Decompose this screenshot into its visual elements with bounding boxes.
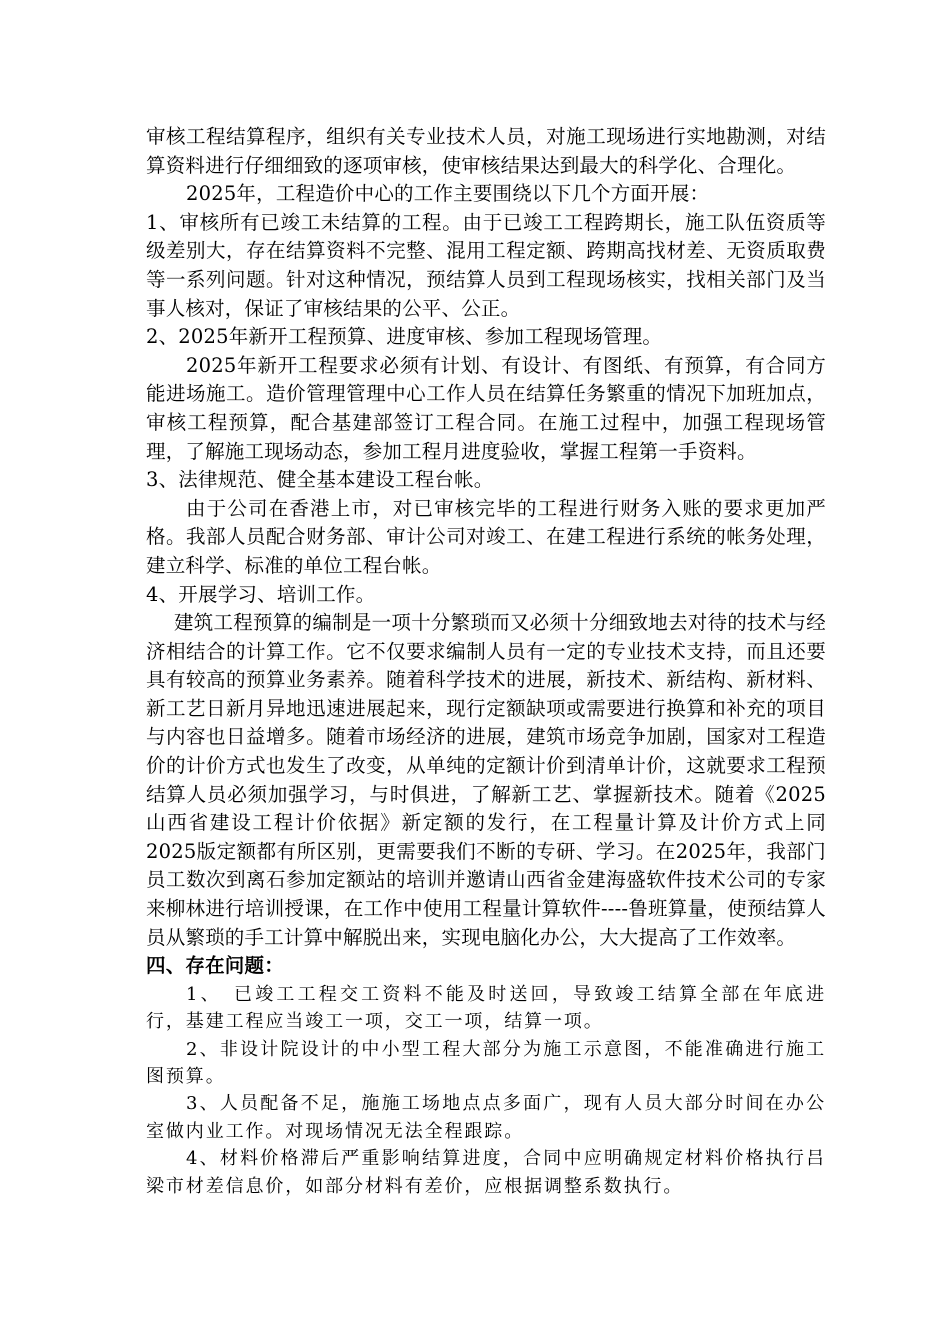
paragraph-item-2-title: 2、2025年新开工程预算、进度审核、参加工程现场管理。: [146, 325, 663, 349]
paragraph-item-3-body: 由于公司在香港上市，对已审核完毕的工程进行财务入账的要求更加严格。我部人员配合财务部、审计公司对竣工、在建工程进行系统的帐务处理，建立科学、标准的单位工程台帐。: [146, 496, 826, 577]
paragraph-item-1: 1、审核所有已竣工未结算的工程。由于已竣工工程跨期长，施工队伍资质等级差别大，存在结算资料不完整、混用工程定额、跨期高找材差、无资质取费等一系列问题。针对这种情况，预结算人员到工程现场核实，找相关部门及当事人核对，保证了审核结果的公平、公正。: [146, 210, 826, 320]
issue-item-2: 2、非设计院设计的中小型工程大部分为施工示意图，不能准确进行施工图预算。: [146, 1038, 826, 1088]
issue-item-1: 1、 已竣工工程交工资料不能及时送回，导致竣工结算全部在年底进行，基建工程应当竣工一项，交工一项，结算一项。: [146, 983, 826, 1033]
paragraph-work-overview: 2025年，工程造价中心的工作主要围绕以下几个方面开展：: [186, 182, 710, 206]
document-page: [146, 123, 826, 1200]
paragraph-item-2-body: 2025年新开工程要求必须有计划、有设计、有图纸、有预算，有合同方能进场施工。造价管理管理中心工作人员在结算任务繁重的情况下加班加点，审核工程预算，配合基建部签订工程合同。在施工过程中，加强工程现场管理，了解施工现场动态，参加工程月进度验收，掌握工程第一手资料。: [146, 353, 826, 463]
paragraph-item-3-title: 3、法律规范、健全基本建设工程台帐。: [146, 468, 494, 492]
issue-item-4: 4、材料价格滞后严重影响结算进度，合同中应明确规定材料价格执行吕梁市材差信息价，如部分材料有差价，应根据调整系数执行。: [146, 1148, 826, 1197]
paragraph-item-4-title: 4、开展学习、培训工作。: [146, 582, 376, 606]
paragraph-audit-procedure: 审核工程结算程序，组织有关专业技术人员，对施工现场进行实地勘测，对结算资料进行仔细细致的逐项审核，使审核结果达到最大的科学化、合理化。: [146, 125, 826, 177]
section-heading-issues: 四、存在问题：: [146, 954, 284, 978]
paragraph-item-4-body: 建筑工程预算的编制是一项十分繁琐而又必须十分细致地去对待的技术与经济相结合的计算工作。它不仅要求编制人员有一定的专业技术支持，而且还要具有较高的预算业务素养。随着科学技术的进展，新技术、新结构、新材料、新工艺日新月异地迅速进展起来，现行定额缺项或需要进行换算和补充的项目与内容也日益增多。随着市场经济的进展，建筑市场竞争加剧，国家对工程造价的计价方式也发生了改变，从单纯的定额计价到清单计价，这就要求工程预结算人员必须加强学习，与时俱进，了解新工艺、掌握新技术。随着《2025山西省建设工程计价依据》新定额的发行，在工程量计算及计价方式上同2025版定额都有所区别，更需要我们不断的专研、学习。在2025年，我部门员工数次到离石参加定额站的培训并邀请山西省金建海盛软件技术公司的专家来柳林进行培训授课，在工作中使用工程量计算软件----鲁班算量，使预结算人员从繁琐的手工计算中解脱出来，实现电脑化办公，大大提高了工作效率。: [146, 611, 826, 949]
issue-item-3: 3、人员配备不足，施施工场地点点多面广，现有人员大部分时间在办公室做内业工作。对现场情况无法全程跟踪。: [146, 1093, 826, 1142]
